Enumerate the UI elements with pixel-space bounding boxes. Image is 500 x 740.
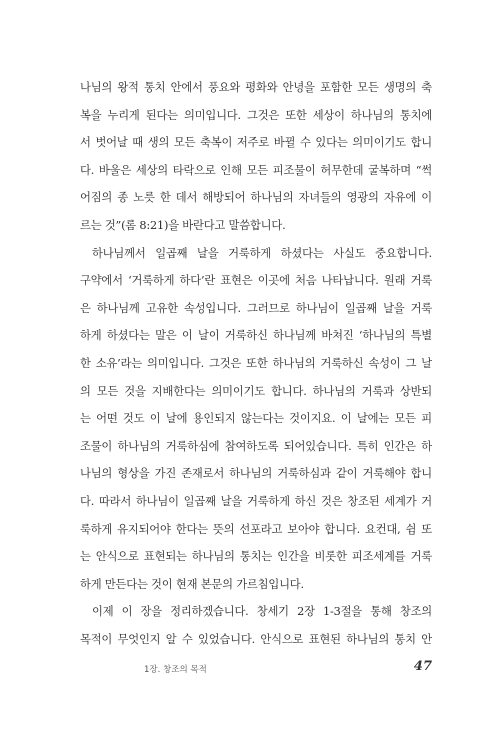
text-line: 어짐의 종 노릇 한 데서 해방되어 하나님의 자녀들의 영광의 자유에 이 (80, 191, 432, 205)
text-line: 다. 따라서 하나님이 일곱째 날을 거룩하게 하신 것은 창조된 세계가 거 (80, 494, 432, 508)
body-text (80, 74, 432, 653)
running-head: 1장. 창조의 목적 (144, 665, 207, 675)
page-footer (80, 661, 432, 681)
paragraph-3 (80, 598, 432, 653)
paragraph-1 (80, 74, 432, 240)
text-line: 하나님께서 일곱째 날을 거룩하게 하셨다는 사실도 중요합니다. (92, 246, 432, 260)
text-line: 한 소유’라는 의미입니다. 그것은 또한 하나님의 거룩하신 속성이 그 날 (80, 356, 432, 370)
text-line: 서 벗어날 때 생의 모든 축복이 저주로 바뀔 수 있다는 의미이기도 합니 (80, 136, 432, 150)
text-line: 복을 누리게 된다는 의미입니다. 그것은 또한 세상이 하나님의 통치에 (80, 108, 432, 122)
text-line: 는 어떤 것도 이 날에 용인되지 않는다는 것이지요. 이 날에는 모든 피 (80, 412, 432, 426)
text-line: 구약에서 ‘거룩하게 하다’란 표현은 이곳에 처음 나타납니다. 원래 거룩 (80, 274, 432, 288)
text-line: 은 하나님께 고유한 속성입니다. 그러므로 하나님이 일곱째 날을 거룩 (80, 301, 432, 315)
text-line: 는 안식으로 표현되는 하나님의 통치는 인간을 비롯한 피조세계를 거룩 (80, 550, 432, 564)
paragraph-2 (80, 240, 432, 599)
text-line: 조물이 하나님의 거룩하심에 참여하도록 되어있습니다. 특히 인간은 하 (80, 439, 432, 453)
page-number: 47 (413, 659, 432, 674)
text-line: 이제 이 장을 정리하겠습니다. 창세기 2장 1-3절을 통해 창조의 (92, 605, 432, 619)
text-line: 하게 만든다는 것이 현재 본문의 가르침입니다. (80, 577, 304, 591)
text-line: 목적이 무엇인지 알 수 있었습니다. 안식으로 표현된 하나님의 통치 안 (80, 632, 432, 646)
text-line: 다. 바울은 세상의 타락으로 인해 모든 피조물이 허무한데 굴복하며 “썩 (80, 163, 432, 177)
text-line: 나님의 왕적 통치 안에서 풍요와 평화와 안녕을 포함한 모든 생명의 축 (80, 81, 432, 94)
text-line: 하게 하셨다는 말은 이 날이 거룩하신 하나님께 바쳐진 ‘하나님의 특별 (80, 329, 432, 343)
text-line: 룩하게 유지되어야 한다는 뜻의 선포라고 보아야 합니다. 요컨대, 쉼 또 (80, 522, 432, 536)
text-line: 나님의 형상을 가진 존재로서 하나님의 거룩하심과 같이 거룩해야 합니 (80, 467, 432, 481)
text-line: 의 모든 것을 지배한다는 의미이기도 합니다. 하나님의 거룩과 상반되 (80, 384, 432, 398)
text-line: 르는 것”(롬 8:21)을 바란다고 말씀합니다. (80, 218, 286, 232)
